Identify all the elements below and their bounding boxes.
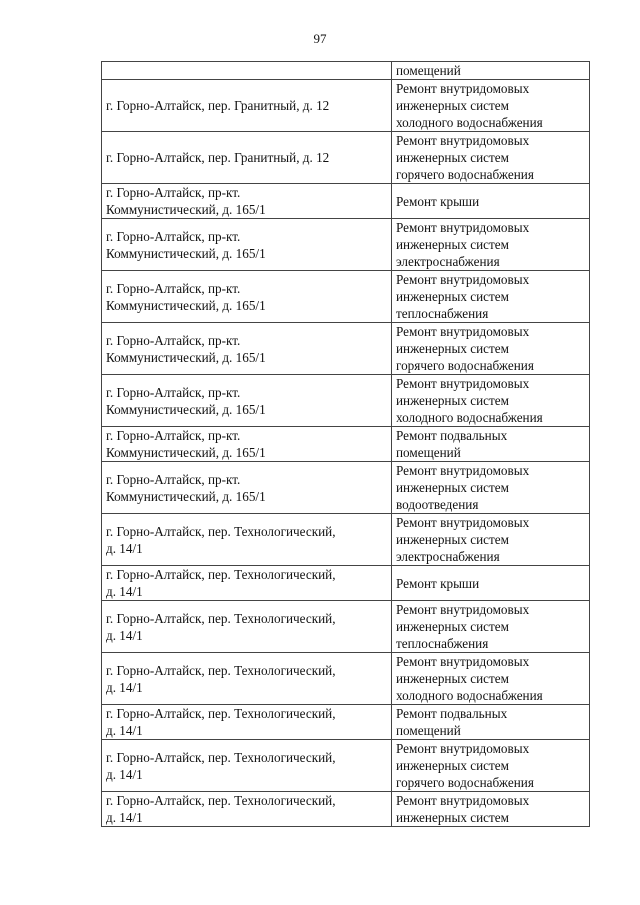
address-cell: г. Горно-Алтайск, пер. Технологический, д. 14/1	[102, 705, 392, 740]
address-cell	[102, 62, 392, 80]
address-cell: г. Горно-Алтайск, пер. Технологический, д. 14/1	[102, 740, 392, 792]
address-cell: г. Горно-Алтайск, пер. Технологический, д. 14/1	[102, 514, 392, 566]
table-row	[102, 427, 590, 462]
address-cell: г. Горно-Алтайск, пер. Технологический, д. 14/1	[102, 566, 392, 601]
work-cell: Ремонт внутридомовых инженерных систем горячего водоснабжения	[392, 740, 590, 792]
table-row	[102, 514, 590, 566]
table-row	[102, 462, 590, 514]
work-cell: Ремонт внутридомовых инженерных систем теплоснабжения	[392, 601, 590, 653]
table-row	[102, 271, 590, 323]
work-cell: Ремонт подвальных помещений	[392, 705, 590, 740]
work-cell: Ремонт внутридомовых инженерных систем холодного водоснабжения	[392, 80, 590, 132]
table-row	[102, 705, 590, 740]
page-number: 97	[313, 31, 327, 46]
work-cell: помещений	[392, 62, 590, 80]
work-cell: Ремонт внутридомовых инженерных систем холодного водоснабжения	[392, 375, 590, 427]
address-cell: г. Горно-Алтайск, пр-кт. Коммунистический, д. 165/1	[102, 184, 392, 219]
address-cell: г. Горно-Алтайск, пер. Технологический, д. 14/1	[102, 792, 392, 827]
table-row	[102, 375, 590, 427]
address-cell: г. Горно-Алтайск, пер. Гранитный, д. 12	[102, 132, 392, 184]
table-row	[102, 792, 590, 827]
table-row	[102, 219, 590, 271]
work-cell: Ремонт подвальных помещений	[392, 427, 590, 462]
work-cell: Ремонт крыши	[392, 184, 590, 219]
address-cell: г. Горно-Алтайск, пер. Технологический, д. 14/1	[102, 653, 392, 705]
address-cell: г. Горно-Алтайск, пер. Гранитный, д. 12	[102, 80, 392, 132]
work-cell: Ремонт внутридомовых инженерных систем	[392, 792, 590, 827]
work-cell: Ремонт внутридомовых инженерных систем горячего водоснабжения	[392, 323, 590, 375]
table-row	[102, 132, 590, 184]
work-cell: Ремонт внутридомовых инженерных систем водоотведения	[392, 462, 590, 514]
table-row	[102, 566, 590, 601]
table-row	[102, 323, 590, 375]
table-row	[102, 80, 590, 132]
address-cell: г. Горно-Алтайск, пр-кт. Коммунистический, д. 165/1	[102, 323, 392, 375]
repair-table	[101, 61, 590, 827]
address-cell: г. Горно-Алтайск, пр-кт. Коммунистический, д. 165/1	[102, 375, 392, 427]
work-cell: Ремонт внутридомовых инженерных систем электроснабжения	[392, 514, 590, 566]
work-cell: Ремонт внутридомовых инженерных систем электроснабжения	[392, 219, 590, 271]
address-cell: г. Горно-Алтайск, пер. Технологический, д. 14/1	[102, 601, 392, 653]
work-cell: Ремонт внутридомовых инженерных систем холодного водоснабжения	[392, 653, 590, 705]
address-cell: г. Горно-Алтайск, пр-кт. Коммунистический, д. 165/1	[102, 427, 392, 462]
work-cell: Ремонт крыши	[392, 566, 590, 601]
work-cell: Ремонт внутридомовых инженерных систем горячего водоснабжения	[392, 132, 590, 184]
address-cell: г. Горно-Алтайск, пр-кт. Коммунистический, д. 165/1	[102, 219, 392, 271]
table-row	[102, 740, 590, 792]
address-cell: г. Горно-Алтайск, пр-кт. Коммунистический, д. 165/1	[102, 462, 392, 514]
table-row	[102, 601, 590, 653]
table-row	[102, 184, 590, 219]
work-cell: Ремонт внутридомовых инженерных систем теплоснабжения	[392, 271, 590, 323]
table-row	[102, 62, 590, 80]
address-cell: г. Горно-Алтайск, пр-кт. Коммунистический, д. 165/1	[102, 271, 392, 323]
table-row	[102, 653, 590, 705]
